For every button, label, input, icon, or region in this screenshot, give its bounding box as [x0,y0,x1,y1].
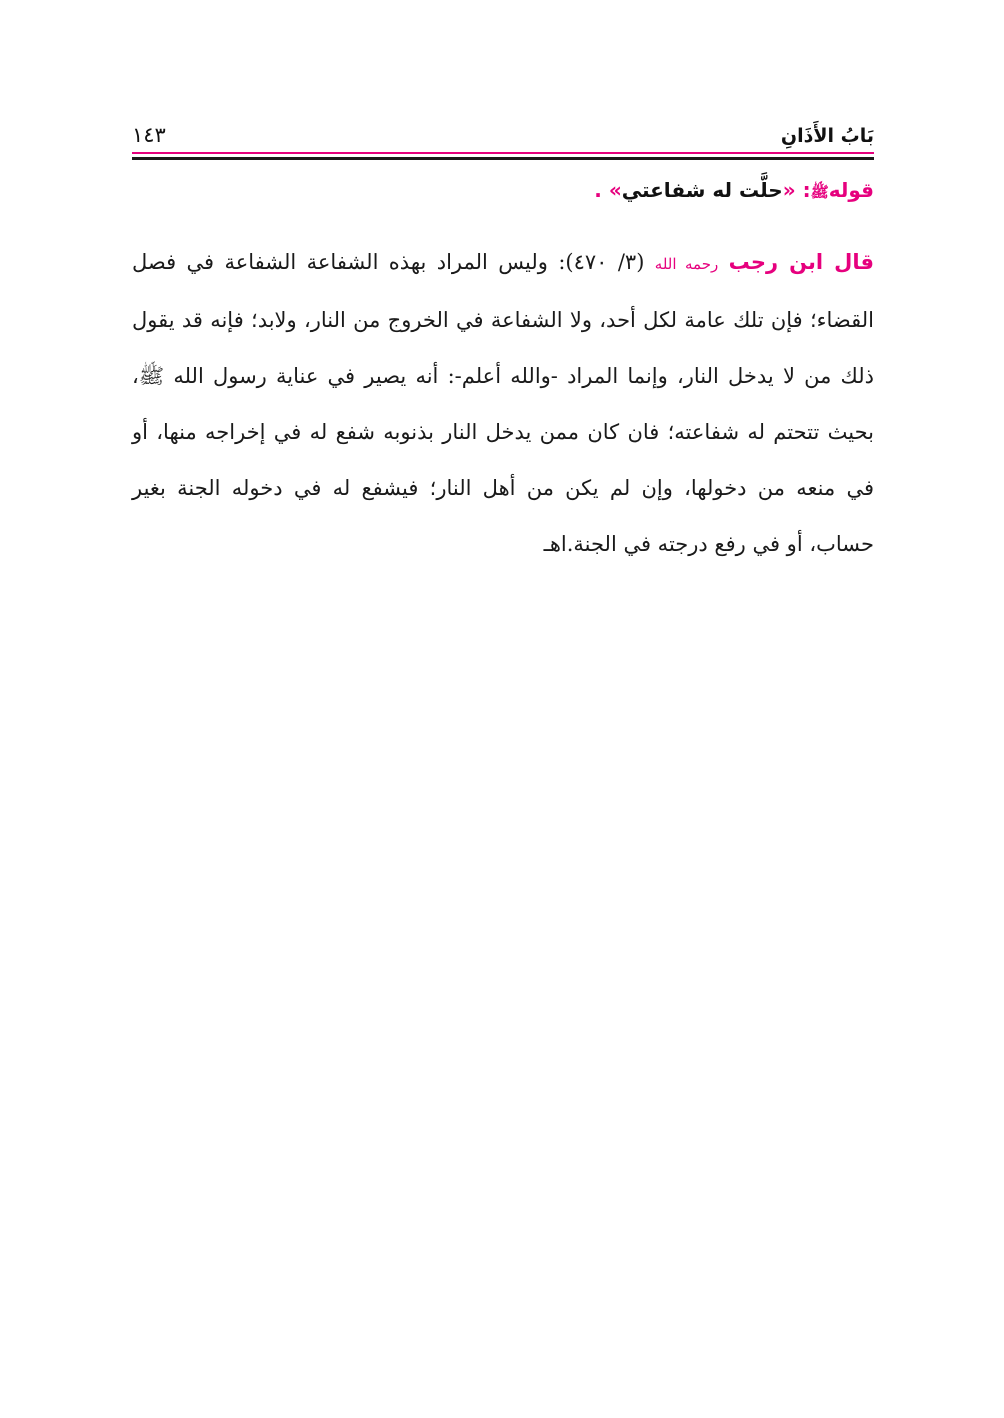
commentary-paragraph [132,234,874,572]
hadith-quote [132,174,874,206]
running-header [132,112,874,146]
commentary-reference: (٣/ ٤٧٠): [547,250,655,274]
quote-text: حلَّت له شفاعتي [621,178,783,202]
commentary-text-part2: ، بحيث تتحتم له شفاعته؛ فان كان ممن يدخل النار بذنوبه شفع له في إخراجه منها، أو في منعه من دخولها، وإن لم يكن من أهل النار؛ فيشفع له في دخوله الجنة بغير حساب، أو في رفع درجته في الجنة.اهـ [132,364,874,556]
commentary-author: قال ابن رجب [728,250,874,274]
page [132,112,874,593]
commentary-text-part1: وليس المراد بهذه الشفاعة الشفاعة في فصل القضاء؛ فإن تلك عامة لكل أحد، ولا الشفاعة في الخروج من النار، ولابد؛ فإنه قد يقول ذلك من لا يدخل النار، وإنما المراد -والله أعلم-: أنه يصير في عناية رسول الله [132,250,874,388]
quote-lead: قوله [828,178,874,202]
page-number: ١٤٣ [132,123,166,147]
quote-close-mark: » . [594,178,622,202]
header-rule-pink [132,152,874,154]
prophet-honorific: ﷺ [138,364,174,388]
quote-open-mark: : « [782,178,811,202]
chapter-title: بَابُ الأَذَانِ [780,125,874,147]
author-honorific: رحمه الله [654,255,719,273]
header-rule-black [132,157,874,160]
quote-lead-honorific: ﷺ [810,183,829,201]
